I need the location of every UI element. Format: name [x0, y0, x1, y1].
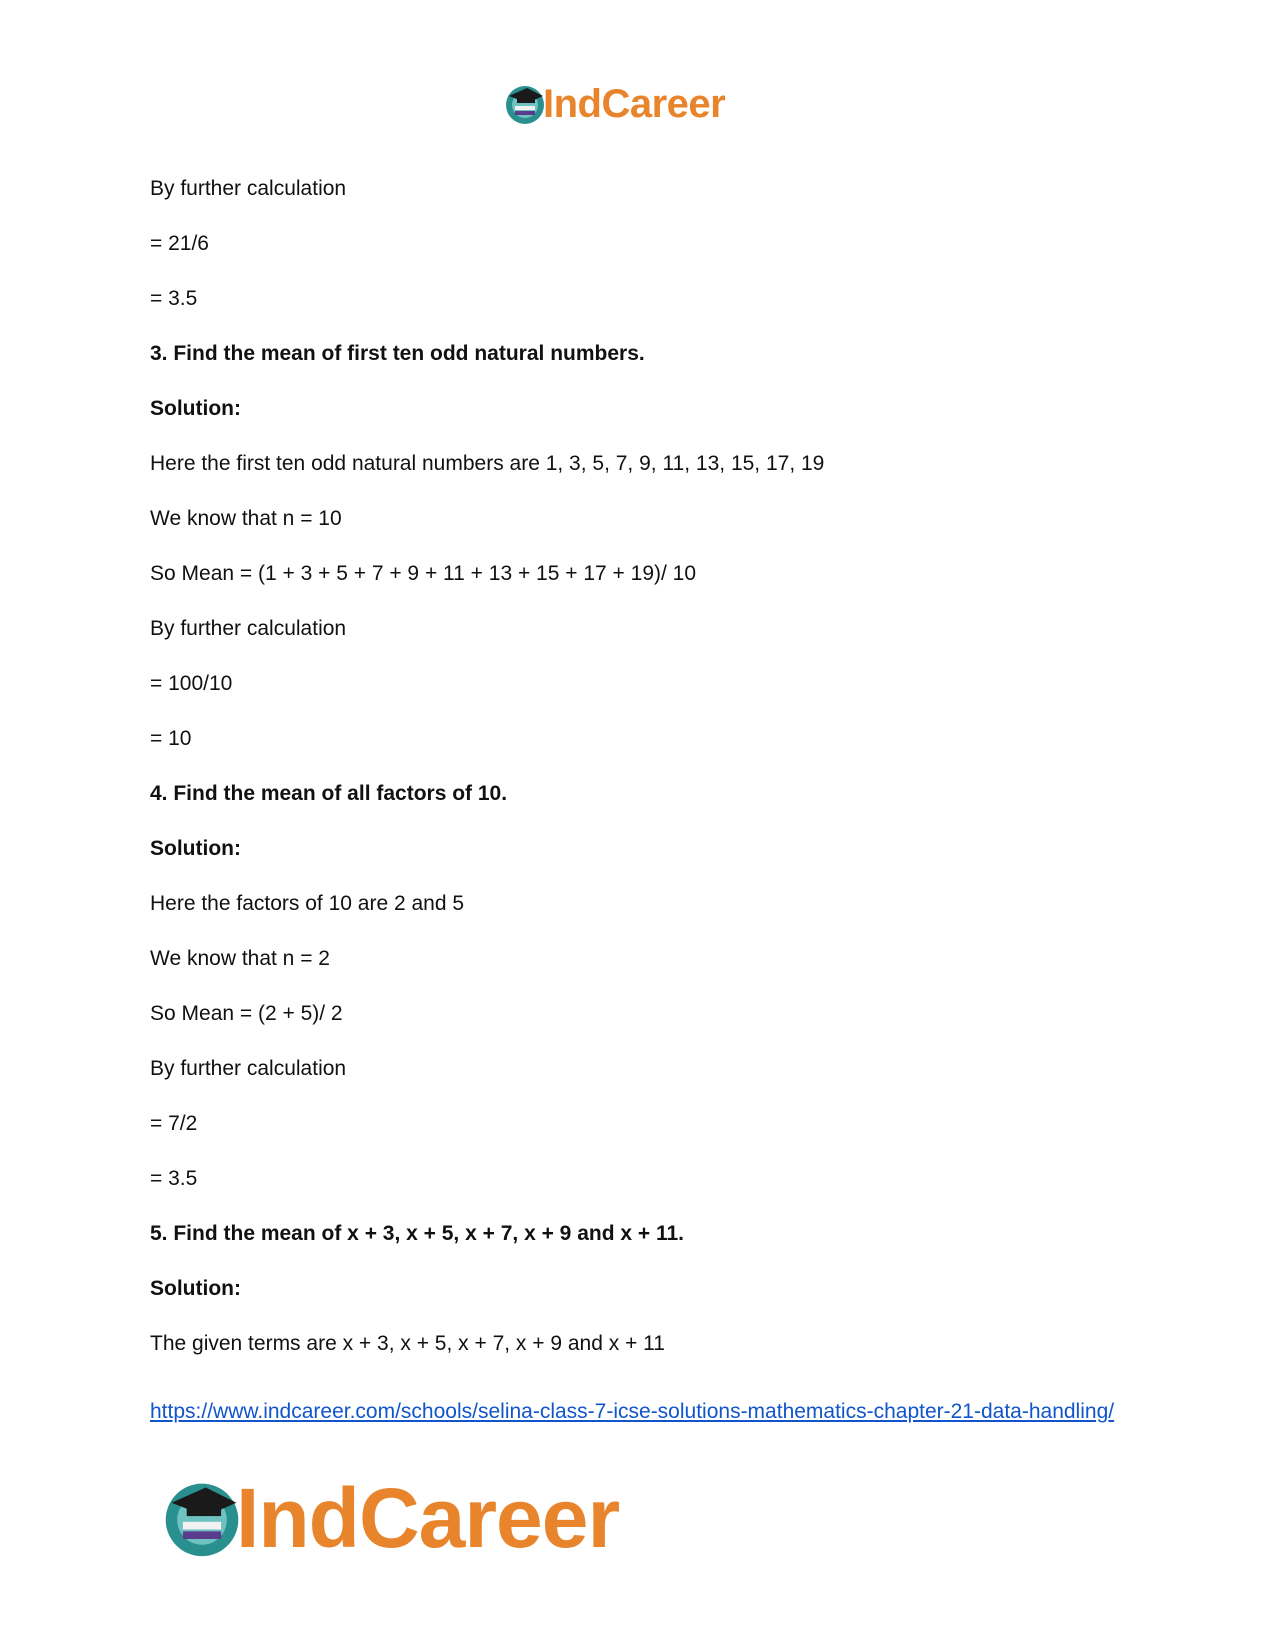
text-line: By further calculation	[150, 177, 347, 200]
text-line: = 21/6	[150, 232, 209, 255]
text-line: So Mean = (2 + 5)/ 2	[150, 1002, 343, 1025]
text-line: = 10	[150, 727, 192, 750]
text-line: We know that n = 10	[150, 507, 342, 530]
question-heading: 5. Find the mean of x + 3, x + 5, x + 7, x + 9 and x + 11.	[150, 1222, 685, 1245]
text-line: We know that n = 2	[150, 947, 330, 970]
brand-logo-text: IndCareer	[236, 1470, 620, 1565]
header-logo	[503, 78, 773, 130]
text-line: = 100/10	[150, 672, 233, 695]
brand-logo-text: IndCareer	[543, 81, 726, 126]
source-link[interactable]: https://www.indcareer.com/schools/selina-class-7-icse-solutions-mathematics-chapter-21-data-handling/	[150, 1400, 1115, 1423]
document-body	[150, 176, 1150, 1386]
text-line: The given terms are x + 3, x + 5, x + 7, x + 9 and x + 11	[150, 1332, 665, 1355]
text-line: = 3.5	[150, 287, 198, 310]
question-heading: Solution:	[150, 837, 241, 860]
question-heading: Solution:	[150, 397, 241, 420]
text-line: By further calculation	[150, 1057, 347, 1080]
graduation-cap-icon	[503, 82, 547, 126]
text-line: By further calculation	[150, 617, 347, 640]
text-line: Here the first ten odd natural numbers are 1, 3, 5, 7, 9, 11, 13, 15, 17, 19	[150, 452, 825, 475]
text-line: So Mean = (1 + 3 + 5 + 7 + 9 + 11 + 13 + 15 + 17 + 19)/ 10	[150, 562, 697, 585]
text-line: = 3.5	[150, 1167, 198, 1190]
question-heading: 3. Find the mean of first ten odd natural numbers.	[150, 342, 645, 365]
graduation-cap-icon	[160, 1476, 244, 1560]
question-heading: 4. Find the mean of all factors of 10.	[150, 782, 508, 805]
text-line: = 7/2	[150, 1112, 198, 1135]
question-heading: Solution:	[150, 1277, 241, 1300]
footer-logo	[160, 1468, 720, 1568]
text-line: Here the factors of 10 are 2 and 5	[150, 892, 465, 915]
